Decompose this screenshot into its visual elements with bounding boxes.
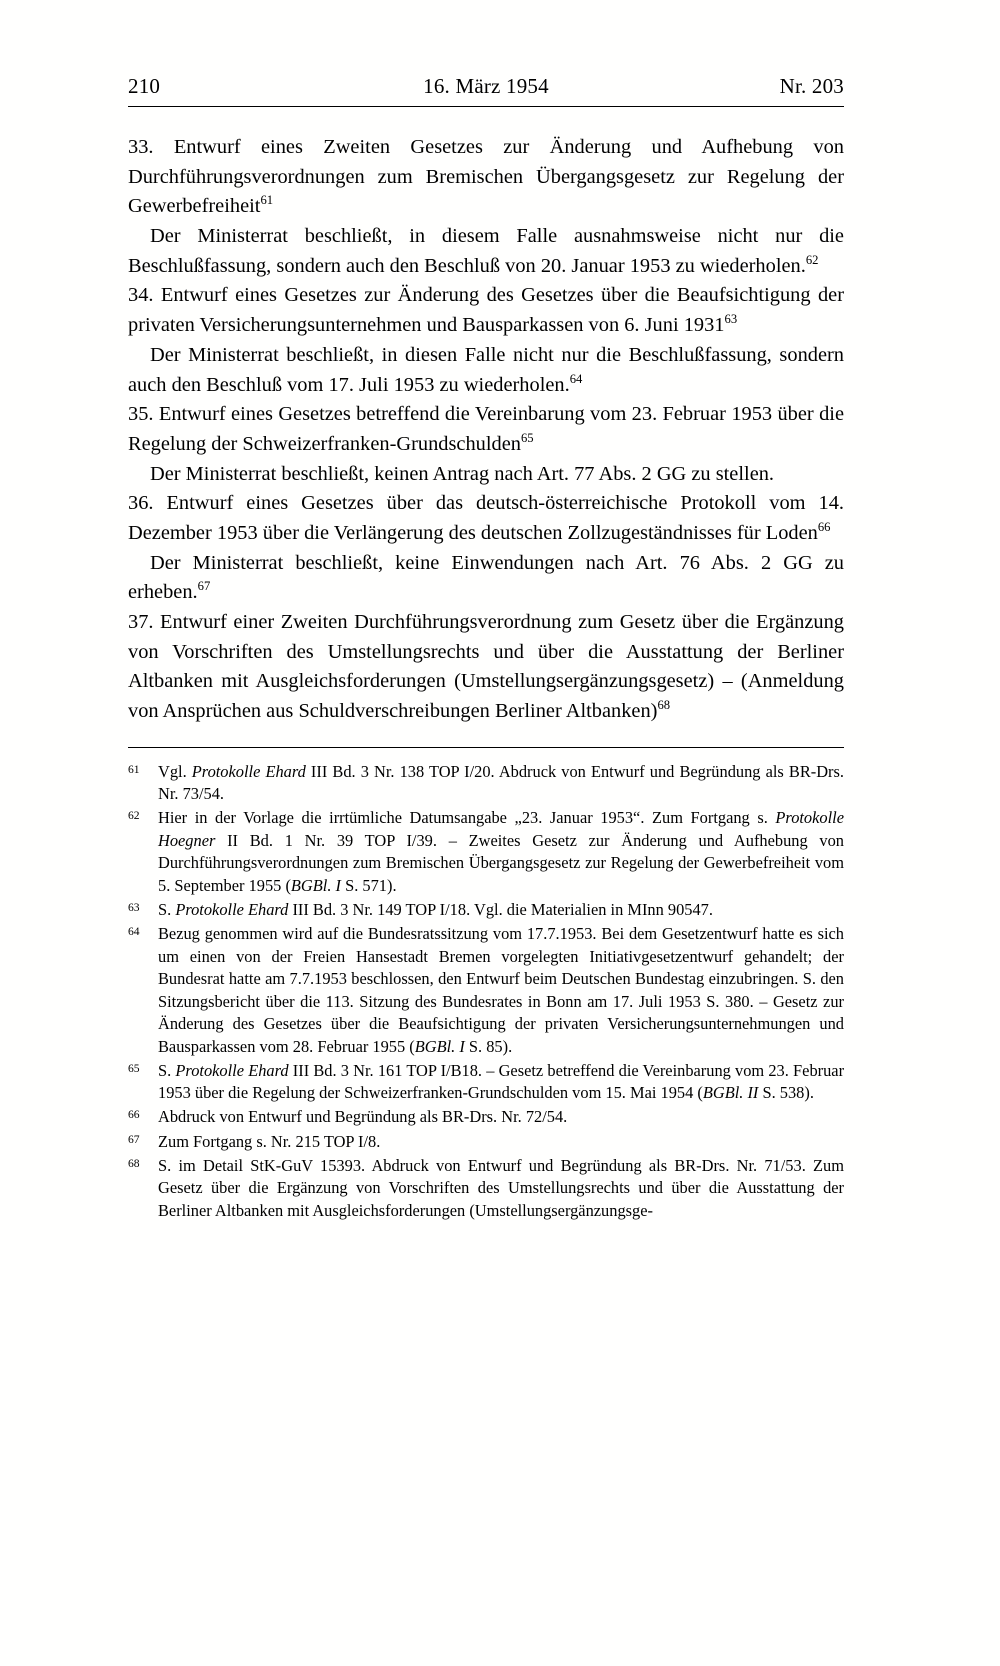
footnote xyxy=(128,1106,844,1129)
paragraph: Der Ministerrat beschließt, keine Einwendungen nach Art. 76 Abs. 2 GG zu erheben.$^{67}$ xyxy=(128,551,844,604)
footnote-number: 62 xyxy=(128,809,140,823)
running-head xyxy=(128,74,844,107)
footnote xyxy=(128,899,844,922)
footnote-number: 61 xyxy=(128,762,140,776)
footnote-number: 63 xyxy=(128,901,140,915)
footnote xyxy=(128,1155,844,1223)
footnote xyxy=(128,807,844,897)
footnote-number: 68 xyxy=(128,1156,140,1170)
footnote-list xyxy=(128,761,844,1222)
footnote-separator xyxy=(128,747,844,748)
footnote-text: S. Protokolle Ehard III Bd. 3 Nr. 149 TOP I/18. Vgl. die Materialien in MInn 90547. xyxy=(158,900,713,920)
footnote-number: 66 xyxy=(128,1108,140,1122)
running-head-date: 16. März 1954 xyxy=(423,74,549,98)
footnote-text: Bezug genommen wird auf die Bundesratssitzung vom 17.7.1953. Bei dem Gesetzentwurf hatte es sich um einen von der Freien Hansestadt Bremen vorgelegten Initiativgesetzentwurf gehandelt; der Bundesrat hatte am 7.7.1953 beschlossen, den Entwurf beim Deutschen Bundestag einzubringen. S. den Sitzungsbericht über die 113. Sitzung des Bundesrates in Bonn am 17. Juli 1953 S. 380. – Gesetz zur Änderung des Gesetzes über die Beaufsichtigung der privaten Versicherungsunternehmungen und Bausparkassen vom 28. Februar 1955 (BGBl. I S. 85). xyxy=(158,924,844,1056)
paragraph: 37. Entwurf einer Zweiten Durchführungsverordnung zum Gesetz über die Ergänzung von Vorschriften des Umstellungsrechts und über die Ausstattung der Berliner Altbanken mit Ausgleichsforderungen (Umstellungsergänzungsgesetz) – (Anmeldung von Ansprüchen aus Schuldverschreibungen Berliner Altbanken)$^{68}$ xyxy=(128,611,844,723)
footnote-number: 65 xyxy=(128,1061,140,1075)
paragraph: 34. Entwurf eines Gesetzes zur Änderung des Gesetzes über die Beaufsichtigung der privaten Versicherungsunternehmen und Bausparkassen von 6. Juni 1931$^{63}$ xyxy=(128,284,844,337)
footnote-number: 67 xyxy=(128,1132,140,1146)
document-number: Nr. 203 xyxy=(779,74,844,98)
footnote xyxy=(128,1131,844,1154)
footnote xyxy=(128,923,844,1058)
footnote-text: Zum Fortgang s. Nr. 215 TOP I/8. xyxy=(158,1131,381,1151)
paragraph: Der Ministerrat beschließt, in diesem Falle ausnahmsweise nicht nur die Beschlußfassung, sondern auch den Beschluß von 20. Januar 1953 zu wiederholen.$^{62}$ xyxy=(128,225,844,277)
paragraph: Der Ministerrat beschließt, in diesen Falle nicht nur die Beschlußfassung, sondern auch den Beschluß vom 17. Juli 1953 zu wiederholen.$^{64}$ xyxy=(128,343,844,396)
footnote xyxy=(128,761,844,806)
page-content xyxy=(128,74,844,1224)
footnote-text: Hier in der Vorlage die irrtümliche Datumsangabe „23. Januar 1953“. Zum Fortgang s. Protokolle Hoegner II Bd. 1 Nr. 39 TOP I/39. – Zweites Gesetz zur Änderung und Aufhebung von Durchführungsverordnungen zum Bremischen Übergangsgesetz zur Regelung der Gewerbefreiheit vom 5. September 1955 (BGBl. I S. 571). xyxy=(158,808,844,895)
paragraph: 36. Entwurf eines Gesetzes über das deutsch-österreichische Protokoll vom 14. Dezember 1953 über die Verlängerung des deutschen Zollzugeständnisses für Loden$^{66}$ xyxy=(128,492,844,544)
body-text xyxy=(128,133,844,727)
paragraph: 35. Entwurf eines Gesetzes betreffend die Vereinbarung vom 23. Februar 1953 über die Regelung der Schweizerfranken-Grundschulden$^{65}$ xyxy=(128,403,844,455)
page-number: 210 xyxy=(128,74,161,98)
footnote xyxy=(128,1060,844,1105)
paragraph: 33. Entwurf eines Zweiten Gesetzes zur Änderung und Aufhebung von Durchführungsverordnungen zum Bremischen Übergangsgesetz zur Regelung der Gewerbefreiheit$^{61}$ xyxy=(128,136,844,218)
footnote-number: 64 xyxy=(128,925,140,939)
footnote-text: S. im Detail StK-GuV 15393. Abdruck von Entwurf und Begründung als BR-Drs. Nr. 71/53. Zum Gesetz über die Ergänzung von Vorschriften des Umstellungsrechts und über die Ausstattung der Berliner Altbanken mit Ausgleichsforderungen (Umstellungsergänzungsge- xyxy=(158,1155,844,1220)
paragraph: Der Ministerrat beschließt, keinen Antrag nach Art. 77 Abs. 2 GG zu stellen. xyxy=(150,462,775,485)
footnote-text: S. Protokolle Ehard III Bd. 3 Nr. 161 TOP I/B18. – Gesetz betreffend die Vereinbarung vom 23. Februar 1953 über die Regelung der Schweizerfranken-Grundschulden vom 15. Mai 1954 (BGBl. II S. 538). xyxy=(158,1060,845,1103)
footnote-text: Abdruck von Entwurf und Begründung als BR-Drs. Nr. 72/54. xyxy=(158,1107,568,1127)
footnote-text: Vgl. Protokolle Ehard III Bd. 3 Nr. 138 TOP I/20. Abdruck von Entwurf und Begründung als BR-Drs. Nr. 73/54. xyxy=(158,761,844,804)
